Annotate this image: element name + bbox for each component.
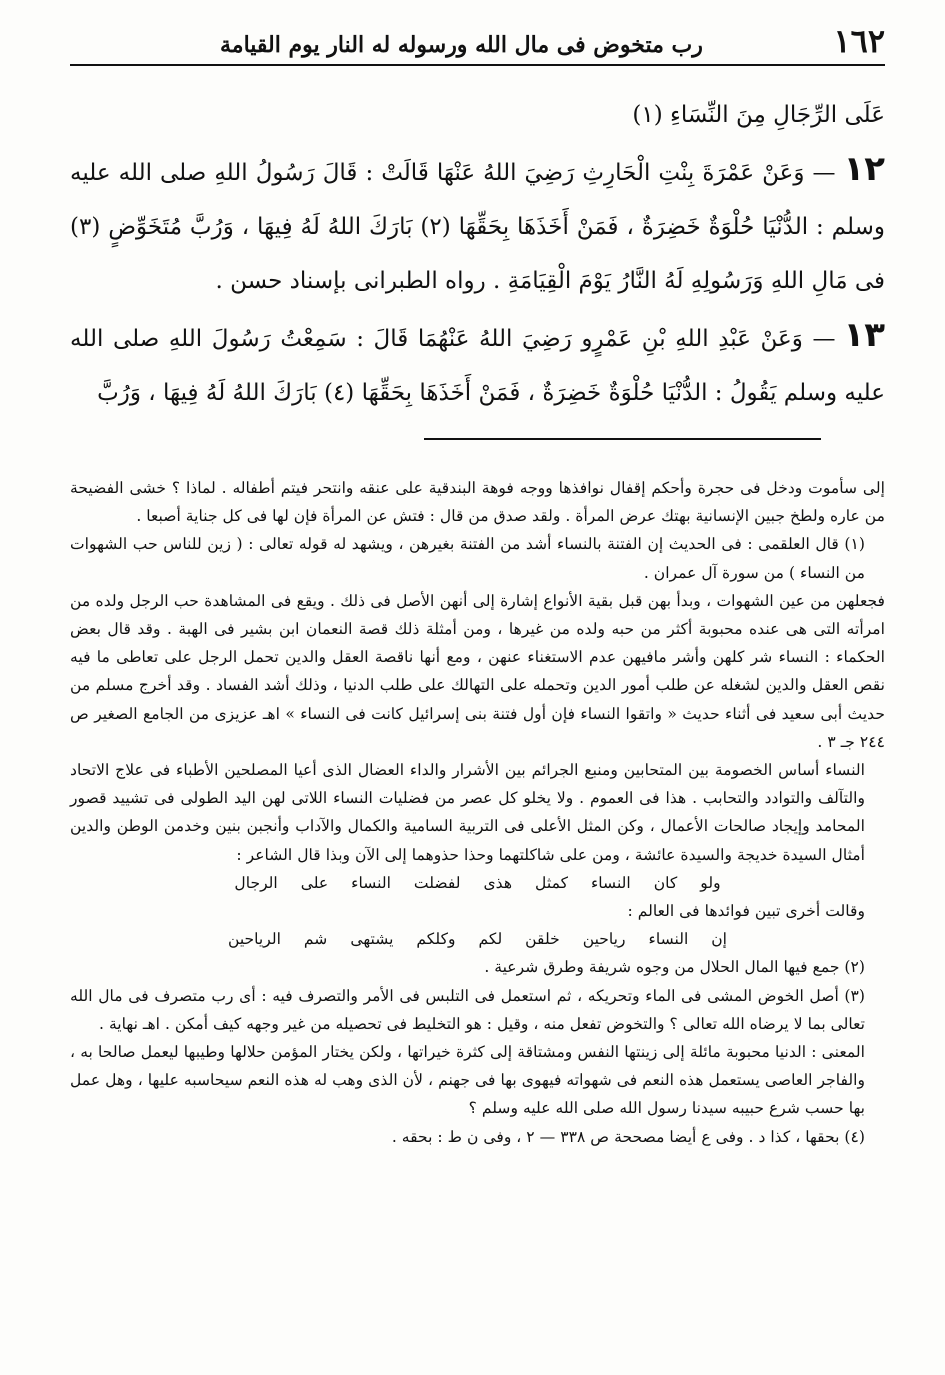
footnote-3: (٣) أصل الخوض المشى فى الماء وتحريكه ، ثم استعمل فى التلبس فى الأمر والتصرف فيه : أى رب متصرف فى مال الله تعالى بما لا يرضاه الله تعالى ؟ والتخوض تفعل منه ، وقيل : هو التخليط فى تحصيله من غير وجهه كيف أمكن . اهـ نهاية . — [70, 986, 865, 1033]
footnote-4: (٤) بحقها ، كذا د . وفى ع أيضا مصححة ص ٣٣٨ — ٢ ، وفى ن ط : بحقه . — [391, 1127, 865, 1146]
continuation-line: عَلَى الرِّجَالِ مِنَ النِّسَاءِ (١) — [632, 102, 885, 128]
footnote-3-meaning: المعنى : الدنيا محبوبة مائلة إلى زينتها النفس ومشتاقة إلى كثرة خيراتها ، ولكن يختار المؤمن حلالها وطيبها ليعمل صالحا به ، والفاجر العاصى يستعمل هذه النعم فى شهواته فيهوى بها فى جهنم ، لأن الذى وهب له هذه النعم سيحاسبه عليها ، وهل عمل بها حسب شرع حبيبه سيدنا رسول الله صلى الله عليه وسلم ؟ — [70, 1043, 865, 1118]
footnote-divider — [424, 438, 821, 440]
poetry-verse-1: ولو كان النساء كمثل هذى لفضلت النساء على الرجال — [234, 873, 721, 892]
footnote-continuation: إلى سأموت ودخل فى حجرة وأحكم إقفال نوافذها ووجه فوهة البندقية على عنقه وانتحر فيتم أطفاله . لماذا ؟ خشى الفضيحة من عاره ولطخ جبين الإنسانية بهتك عرض المرأة . ولقد صدق من قال : فتش عن المرأة فإن لها فى كل جناية أصبعا . — [70, 479, 885, 526]
hadith-number-12: ١٢ — [843, 149, 885, 189]
main-text — [70, 88, 885, 420]
footnote-1-intro: وقالت أخرى تبين فوائدها فى العالم : — [627, 902, 865, 921]
hadith-12 — [70, 142, 885, 308]
page-header — [70, 20, 885, 66]
hadith-13 — [70, 308, 885, 420]
hadith-number-13: ١٣ — [843, 315, 885, 355]
footnote-1-commentary: فجعلهن من عين الشهوات ، وبدأ بهن قبل بقية الأنواع إشارة إلى أنهن الأصل فى ذلك . ويقع فى المشاهدة حب الرجل ولده من امرأته التى هى عنده محبوبة أكثر من حبه ولده من غيرها ، ومن أمثلة ذلك قصة النعمان ابن بشير فى الهبة . وقد قال بعض الحكماء : النساء شر كلهن وأشر مافيهن عدم الاستغناء عنهن ، ومع أنها ناقصة العقل والدين تحمل الرجل على تعاطى ما فيه نقص العقل والدين لشغله عن طلب أمور الدين وتحمله على التهالك على طلب الدنيا ، وذلك أشد الفساد . وقد أخرج مسلم من حديث أبى سعيد فى أثناء حديث « واتقوا النساء فإن أول فتنة بنى إسرائيل كانت فى النساء » اهـ عزيزى من الجامع الصغير ص ٢٤٤ جـ ٣ . — [70, 591, 885, 751]
running-title: رب متخوض فى مال الله ورسوله له النار يوم القيامة — [220, 32, 703, 58]
footnote-1: (١) قال العلقمى : فى الحديث إن الفتنة بالنساء أشد من الفتنة بغيرهن ، ويشهد له قوله تعالى : ( زين للناس حب الشهوات من النساء ) من سورة آل عمران . — [70, 535, 865, 582]
hadith-13-text: — وَعَنْ عَبْدِ اللهِ بْنِ عَمْرٍو رَضِيَ اللهُ عَنْهُمَا قَالَ : سَمِعْتُ رَسُولَ اللهِ صلى الله عليه وسلم يَقُولُ : الدُّنْيَا حُلْوَةٌ خَضِرَةٌ ، فَمَنْ أَخَذَهَا بِحَقِّهَا (٤) بَارَكَ اللهُ لَهُ فِيهَا ، وَرُبَّ — [70, 326, 885, 406]
hadith-12-text: — وَعَنْ عَمْرَةَ بِنْتِ الْحَارِثِ رَضِيَ اللهُ عَنْهَا قَالَتْ : قَالَ رَسُولُ اللهِ صلى الله عليه وسلم : الدُّنْيَا حُلْوَةٌ خَضِرَةٌ ، فَمَنْ أَخَذَهَا بِحَقِّهَا (٢) بَارَكَ اللهُ لَهُ فِيهَا ، وَرُبَّ مُتَخَوِّضٍ (٣) فى مَالِ اللهِ وَرَسُولِهِ لَهُ النَّارُ يَوْمَ الْقِيَامَةِ . رواه الطبرانى بإسناد حسن . — [70, 160, 885, 294]
footnotes — [70, 474, 885, 1151]
page-number: ١٦٢ — [833, 22, 885, 60]
footnote-2: (٢) جمع فيها المال الحلال من وجوه شريفة وطرق شرعية . — [484, 958, 865, 977]
footnote-1-women: النساء أساس الخصومة بين المتحابين ومنبع الجرائم بين الأشرار والداء العضال الذى أعيا المصلحين الأطباء فى علاج الاتحاد والتآلف والتوادد والتحابب . هذا فى العموم . ولا يخلو كل عصر من فضليات النساء اللاتى لهن اليد الطولى فى تشييد قصور المحامد وإيجاد صالحات الأعمال ، وكن المثل الأعلى فى التربية السامية والكمال والآداب وأنجبن بنين وخدمن الوطن والدين أمثال السيدة خديجة والسيدة عائشة ، ومن على شاكلتهما وحذا حذوهما إلى الآن وبذا قال الشاعر : — [70, 761, 865, 864]
poetry-verse-2: إن النساء رياحين خلقن لكم وكلكم يشتهى شم الرياحين — [227, 930, 728, 949]
